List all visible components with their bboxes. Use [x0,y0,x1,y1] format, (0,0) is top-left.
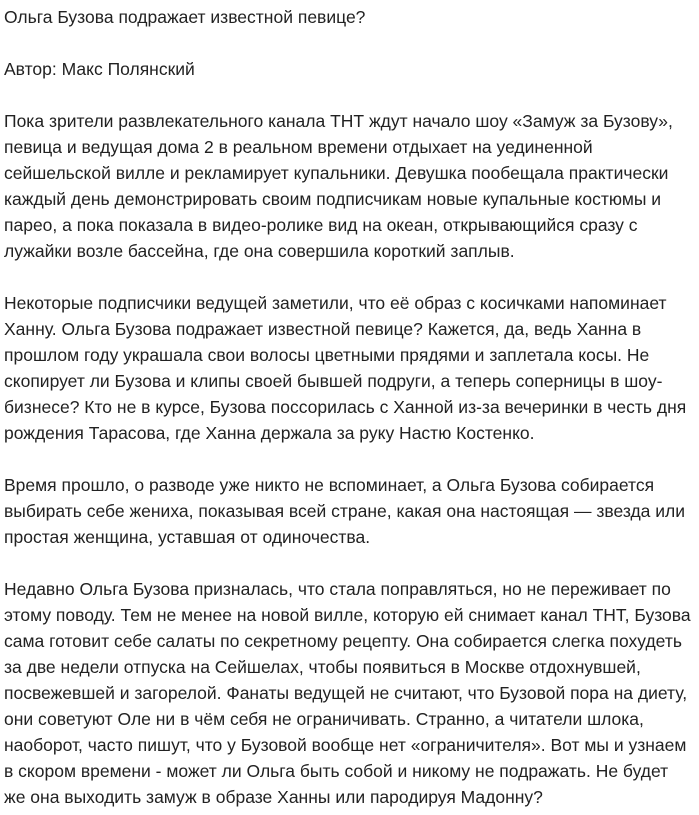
article-title: Ольга Бузова подражает известной певице? [4,7,366,27]
article-paragraph-3: Время прошло, о разводе уже никто не вспоминает, а Ольга Бузова собирается выбирать себе жениха, показывая всей стране, какая она настоящая — звезда или простая женщина, уставшая от одиночества. [4,475,686,547]
article-paragraph-2: Некоторые подписчики ведущей заметили, что её образ с косичками напоминает Ханну. Ольга Бузова подражает известной певице? Кажется, да, ведь Ханна в прошлом году украшала свои волосы цветными прядями и заплетала косы. Не скопирует ли Бузова и клипы своей бывшей подруги, а теперь соперницы в шоу-бизнесе? Кто не в курсе, Бузова поссорилась с Ханной из-за вечеринки в честь дня рождения Тарасова, где Ханна держала за руку Настю Костенко. [4,293,687,443]
article-paragraph-4: Недавно Ольга Бузова призналась, что стала поправляться, но не переживает по этому поводу. Тем не менее на новой вилле, которую ей снимает канал ТНТ, Бузова сама готовит себе салаты по секретному рецепту. Она собирается слегка похудеть за две недели отпуска на Сейшелах, чтобы появиться в Москве отдохнувшей, посвежевшей и загорелой. Фанаты ведущей не считают, что Бузовой пора на диету, они советуют Оле ни в чём себя не ограничивать. Странно, а читатели шлока, наоборот, часто пишут, что у Бузовой вообще нет «ограничителя». Вот мы и узнаем в скором времени - может ли Ольга быть собой и никому не подражать. Не будет же она выходить замуж в образе Ханны или пародируя Мадонну? [4,579,691,807]
article-author: Автор: Макс Полянский [4,59,195,79]
article [0,4,699,810]
article-paragraph-1: Пока зрители развлекательного канала ТНТ ждут начало шоу «Замуж за Бузову», певица и ведущая дома 2 в реальном времени отдыхает на уединенной сейшельской вилле и рекламирует купальники. Девушка пообещала практически каждый день демонстрировать своим подписчикам новые купальные костюмы и парео, а пока показала в видео-ролике вид на океан, открывающийся сразу с лужайки возле бассейна, где она совершила короткий заплыв. [4,111,673,261]
